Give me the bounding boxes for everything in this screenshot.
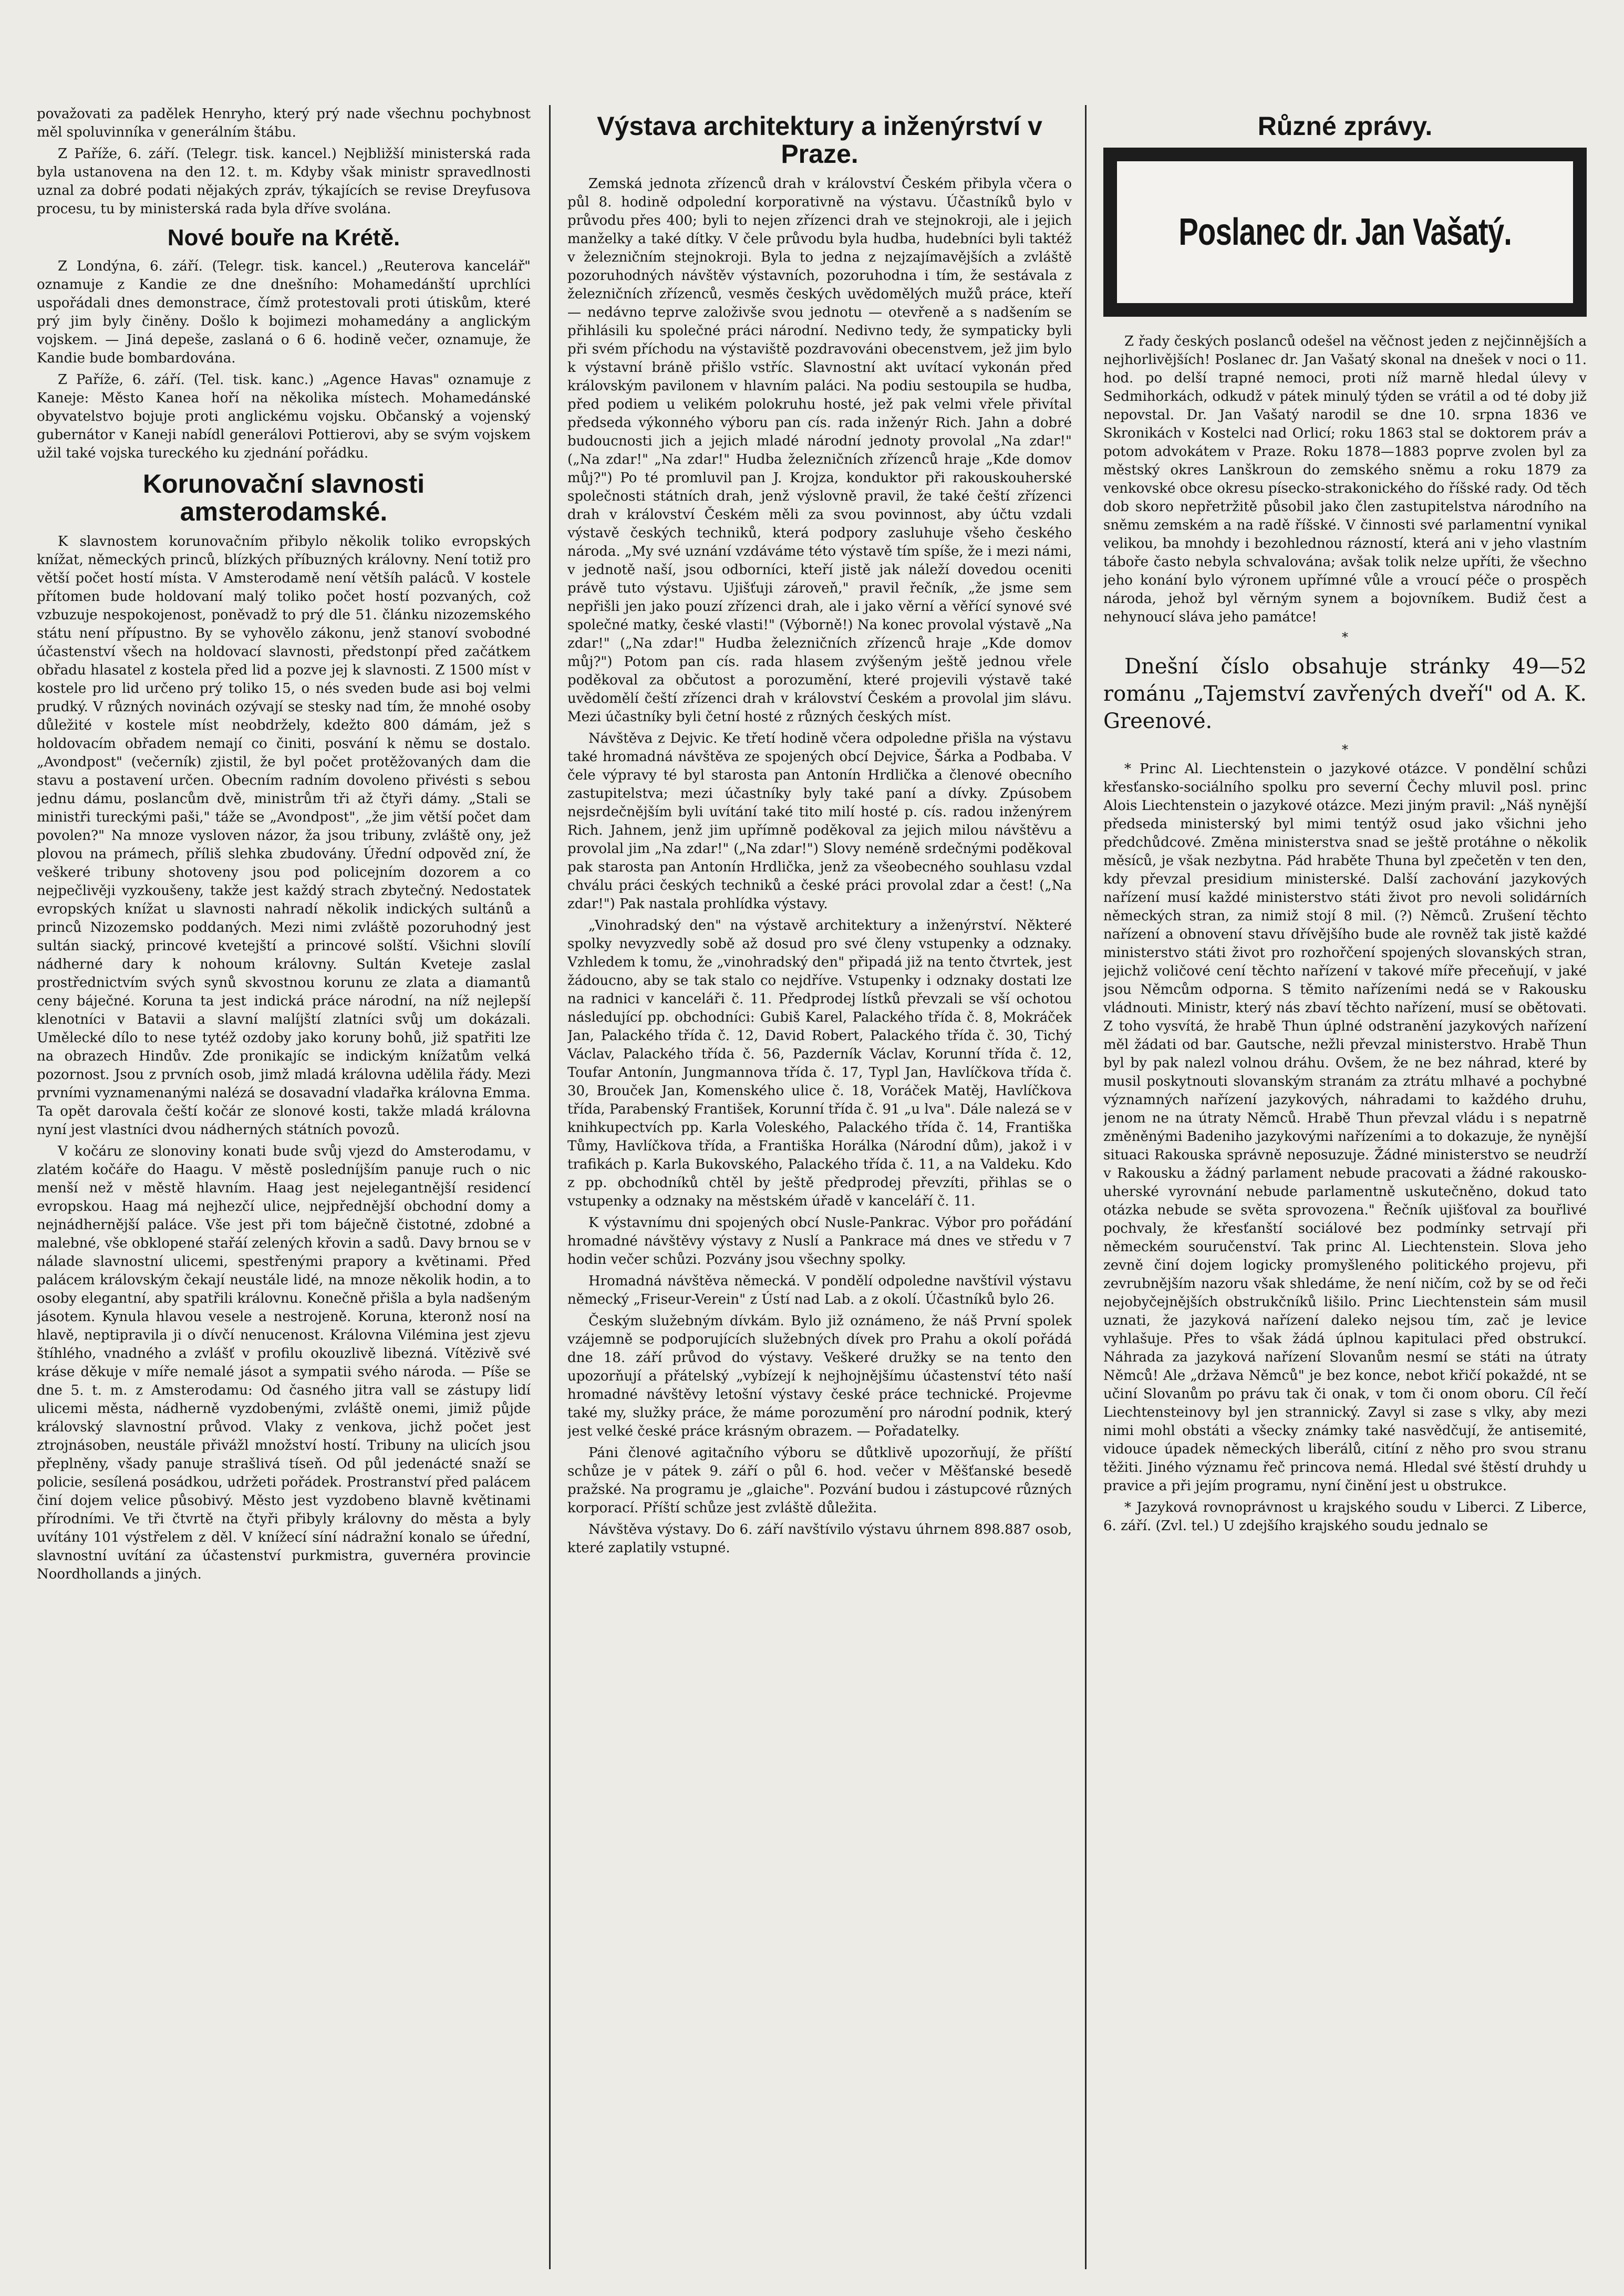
- serial-notice: Dnešní číslo obsahuje stránky 49—52 románu „Tajemství zavřených dveří" od A. K. Greenové.: [1103, 654, 1587, 733]
- column-middle: [567, 105, 1072, 2269]
- obituary-name: Poslanec dr. Jan Vašatý.: [1178, 211, 1512, 253]
- separator-star: *: [1342, 742, 1348, 757]
- article-text: * Princ Al. Liechtenstein o jazykové otázce. V pondělní schůzi křesťansko-sociálního spolku pro severní Čechy mluvil posl. princ Alois Liechtenstein o jazykové otázce. Mezi jiným pravil: „Náš nynější předseda ministerský byl mimi tentýž osud jako všichni jeho předchůdcové. Změna ministerstva snad se ještě protáhne o několik měsíců, je však nezbytna. Pád hraběte Thuna byl zpečetěn v ten den, kdy převzal presidium ministerské. Další zachování jazykových nařízení musí každé ministerstvo státi život pro nevoli solidárních německých stran, za nimiž stojí 8 mil. (?) Němců. Zrušení těchto nařízení a obnovení stavu dřívějšího bude ale rovněž tak jistě každé ministerstvo státi život pro rozhořčení spojených slovanských stran, jejichž voličové cení těchto nařízení v takové míře přeceňují, v jaké jsou Němcům odporna. S těmito nařízeními nedá se v Rakousku vládnouti. Ministr, který nás zbaví těchto nařízení, musí se obětovati. Z toho vysvítá, že hrabě Thun úplné odstranění jazykových nařízení měl žádati od bar. Gautsche, nežli převzal ministerstvo. Hrabě Thun byl by pak nalezl volnou dráhu. Ovšem, že ne bez náhrad, které by musil poskytnouti slovanským stranám za ztrátu mlhavé a pochybné významných nařízení jazykových, náhradami to každého druhu, jenom ne na útraty Němců. Hrabě Thun převzal vládu i s nepatrně změněnými Badeniho jazykovými nařízeními a to dokazuje, že nynější situaci Rakouska správně neposuzuje. Žádné ministerstvo se neudrží v Rakousku a žádný parlament nebude pracovati a žádné rakousko-uherské vyrovnání nebude parlamentně uskutečněno, dokud tato otázka nebude se světa sprovozena." Řečník ujišťoval za bouřlivé pochvaly, že křesťanští sociálové bez podmínky setrvají při německém souručenství. Tak princ Al. Liechtenstein. Slova jeho zevně činí dojem logicky promyšleného politického projevu, při zevrubnějším nazoru však shledáme, že není ničím, což by se od řeči nejobyčejnějších obstrukčníků lišilo. Princ Liechtenstein sám musil uznati, že jazyková nařízení daleko nejsou tím, zač je levice vyhlašuje. Přes to však žádá úplnou kapitulaci před obstrukcí. Náhrada za jazyková nařízení Slovanům nesmí se státi na útraty Němců! Ale „država Němců" je bez konce, nebot křičí pokaždé, nt se učiní Slovanům po právu tak či onak, v tom či onom oboru. Cíl řečí Liechtensteinovy byl jen strannický. Zavyl si zase s vlky, aby mezi nimi mohl obstáti a všecky známky také nasvědčují, že antisemité, vidouce úpadek německých liberálů, citíní z něho pro svou stranu těžiti. Jiného významu řeč princova nemá. Hledal své štěstí druhdy u pravice a při jejím programu, nyní činění jest u obstrukce.: [1103, 761, 1587, 1494]
- article-text: V kočáru ze slonoviny konati bude svůj vjezd do Amsterodamu, v zlatém kočáře do Haagu. V městě posledníjším panuje ruch o nic menší než v městě hlavním. Haag jest nejelegantnější residencí evropskou. Haag má nejhezčí ulice, nejpřednější obchodní domy a nejnádhernější paláce. Vše jest při tom báječně čistotné, zdobné a malebné, vše obklopené stařáí zelených křovin a sadů. Davy brnou se v nálade slavnostní ulicemi, spestřenými prapory a květinami. Před palácem královským čekají neustále lidé, na mnoze několik hodin, a to osoby elegantní, aby spatřili královnu. Konečně přišla a byla nadšeným jásotem. Kynula hlavou vesele a nestrojeně. Koruna, kteronž nosí na hlavě, neptipravila ji o dívčí nenucenost. Královna Vilémina jest zjevu štíhlého, vnadného a zvlášť v profilu okouzlivě libezná. Vítězivě své kráse děkuje v míře nemalé jásot a sympatii svého národa. — Píše se dne 5. t. m. z Amsterodamu: Od časného jitra vall se zástupy lidí ulicemi města, nádherně vyzdobenými, zvláště onemi, jimiž půjde královský slavnostní průvod. Vlaky z venkova, jichž počet jest ztrojnásoben, neustále přivážl množství hostí. Tribuny na ulicích jsou přeplněny, všady panuje strašlivá tíseň. Od půl jedenácté snaží se policie, sesílená posádkou, udržeti pořádek. Prostranství před palácem činí dojem velice působivý. Město jest vyzdobeno blavně květinami přírodními. Ve tři čtvrtě na čtyři přibyly královny do města a byly uvítány 101 výstřelem z děl. V knížecí síní nádražní konalo se úřední, slavnostní uvítání za účastenství purkmistra, guvernéra provincie Noordhollands a jiných.: [37, 1144, 531, 1583]
- headline-exhibition: Výstava architektury a inženýrství v Praze.: [597, 111, 1042, 169]
- article-text: Z Paříže, 6. září. (Telegr. tisk. kancel.) Nejbližší ministerská rada byla ustanovena na den 12. t. m. Kdyby však ministr spravedlnosti uznal za dobré podati nějakých zpráv, týkajících se revise Dreyfusova procesu, tu by ministerská rada byla dříve svolána.: [37, 146, 531, 217]
- obituary-notice: [1103, 148, 1587, 317]
- headline-news: Různé zprávy.: [1257, 111, 1433, 141]
- article-text: Páni členové agitačního výboru se důtklivě upozorňují, že příští schůze je v pátek 9. září o půl 6. hod. večer v Měšťanské besedě pražské. Na programu je „glaiche". Pozvání budou i zástupcové různých korporací. Příští schůze jest zvláště důležita.: [567, 1445, 1072, 1516]
- separator-star: *: [1342, 629, 1348, 645]
- headline-crete: Nové bouře na Krétě.: [167, 225, 400, 251]
- article-text: Hromadná návštěva německá. V pondělí odpoledne navštívil výstavu německý „Friseur-Verein" z Ústí nad Lab. a z okolí. Účastníků bylo 26.: [567, 1273, 1072, 1307]
- headline-coronation: Korunovační slavnosti amsterodamské.: [142, 469, 425, 526]
- column-rule: [1085, 105, 1087, 2269]
- article-text: K výstavnímu dni spojených obcí Nusle-Pankrac. Výbor pro pořádání hromadné návštěvy výstavy z Nuslí a Pankrace má dnes ve středu v 7 hodin večer schůzi. Pozvány jsou všechny spolky.: [567, 1215, 1072, 1268]
- article-text: K slavnostem korunovačním přibylo několik toliko evropských knížat, německých princů, blízkých příbuzných královny. Není totiž pro větší počet hostí místa. V Amsterodamě není většíh paláců. V kostele přítomen bude holdovaní malý toliko počet hostí pozvaných, což vzbuzuje nespokojenost, poněvadž to prý dle 51. článku nizozemského státu není přípustno. By se vyhovělo zákonu, jenž stanoví svobodné účastenství všech na holdovací slavnosti, předstonpí před začátkem obřadu hlasatel z kostela před lid a pozve jej k slavnosti. Z 1500 míst v kostele pro lid určeno prý toliko 15, o nés sveden bude asi boj velmi prudký. V různých novinách ozývají se stesky nad tím, že mnohé osoby důležité v kostele míst neobdržely, kdežto 800 dámám, jež s holdovacím obřadem nemají co činiti, posvání k němu se dostalo. „Avondpost" (večerník) zjistil, že byl počet protěžovaných dam die stavu a postavení určen. Obecním radním dovoleno přivésti s sebou jednu dámu, poslancům dvě, ministrům tři až čtyři dámy. „Stali se ministři tureckými paši," táže se „Avondpost", „že jim větší počet dam povolen?" Na mnoze vysloven názor, ža jsou tribuny, zvláště ony, jež plovou na prámech, příliš slehka zbudovány. Úřední odpověd zní, že veškeré tribuny shotoveny jsou pod policejním dozorem a co nejpečlivěji vyzkoušeny, takže jest každý strach zbytečný. Nedostatek evropských knížat u slavnosti nahradí několik indických sultánů a princů Nizozemsko poddaných. Mezi nimi zvláště pozoruhodný jest sultán siacký, princové kvetejští a princové solští. Všichni slovílí nádherné dary k nohoum královny. Sultán Kveteje zaslal prostřednictvím svých synů skvostnou korunu ze zlata a diamantů ceny báječné. Koruna ta jest indická práce národní, na níž nejlepší klenotníci v Batavii a slavní malíjští zlatníci svůj um dokázali. Umělecké dílo to nese tytéž ozdoby jako koruny bohů, již spatřiti lze na obrazech Hindův. Zde pronikajíc se indickým knížatům velká pozornost. Jsou z prvních osob, jimž mladá královna udělila řády. Mezi prvními vyznamenanými nalézá se dosavadní vladařka královna Emma. Ta opět darovala čeští kočár ze slonové kosti, takže mladá královna nyní jest vlastníci dvou nádherných státních povozů.: [37, 534, 531, 1138]
- article-text: považovati za padělek Henryho, který prý nade všechnu pochybnost měl spoluvinníka v generálním štábu.: [37, 106, 531, 140]
- column-left: [37, 105, 531, 2269]
- article-text: Z řady českých poslanců odešel na věčnost jeden z nejčinnějších a nejhorlivějších! Poslanec dr. Jan Vašatý skonal na dnešek v noci o 11. hod. po delší trapné nemoci, proti níž marně hledal úlevy v Sedmihorkách, odkudž v pátek minulý týden se vrátil a od té doby již nepovstal. Dr. Jan Vašatý narodil se dne 10. srpna 1836 ve Skronikách v Kostelci nad Orlicí; roku 1863 stal se doktorem práv a potom advokátem v Praze. Roku 1878—1883 poprve zvolen byl za městský okres Lanškroun do zemského sněmu a roku 1879 za venkovské obce okresu písecko-strakonického do říšské rady. Od těch dob skoro nepřetržitě působil jako člen zastupitelstva národního na sněmu zemském a na radě říšské. V činnosti své parlamentní vynikal velikou, ba mnohdy i bezohlednou rázností, která ani v jeho vlastním táboře často nebyla schvalována; avšak tolik nelze upříti, že všechno jeho konání bylo výronem upřímné vůle a vroucí péče o prospěch národa, jehož byl věrným synem a bojovníkem. Budiž čest a nehynoucí sláva jeho památce!: [1103, 333, 1587, 625]
- article-text: „Vinohradský den" na výstavě architektury a inženýrství. Některé spolky nevyzvedly sobě až dosud pro své členy vstupenky a odznaky. Vzhledem k tomu, že „vinohradský den" připadá již na tento čtvrtek, jest žádoucno, aby se tak stalo co nejdříve. Vstupenky i odznaky dostati lze na radnici v kanceláři č. 11. Předprodej lístků převzali se vší ochotou následující pp. obchodníci: Gubiš Karel, Palackého třída č. 8, Mokráček Jan, Palackého třída č. 12, David Robert, Palackého třída č. 30, Tichý Václav, Palackého třída č. 56, Pazderník Václav, Korunní třída č. 12, Toufar Antonín, Jungmannova třída č. 17, Typl Jan, Havlíčkova třída č. 30, Brouček Jan, Komenského ulice č. 18, Voráček Matěj, Havlíčkova třída, Parabenský František, Korunní třída č. 91 „u lva". Dále nalezá se v knihkupectvích pp. Karla Voleského, Palackého třída č. 14, Františka Tůmy, Havlíčkova třída, a Františka Horálka (Národní dům), jakož i v trafikách p. Karla Bukovského, Palackého třída č. 11, a na Valdeku. Kdo z pp. obchodníků chtěl by ještě předprodej převzíti, přihlas se o vstupenky a odznaky na městském úřadě v kanceláří č. 11.: [567, 918, 1072, 1209]
- newspaper-page: [37, 105, 1587, 2269]
- article-text: Návštěva z Dejvic. Ke třetí hodině včera odpoledne přišla na výstavu také hromadná návštěva ze spojených obcí Dejvice, Šárka a Podbaba. V čele výpravy té byl starosta pan Antonín Hrdlička a členové obecního zastupitelstva; mezi účastníky byly také paní a dívky. Zpúsobem nejsrdečnějším byli uvítání také tito milí hosté p. cís. radou inženýrem Rich. Jahnem, jenž jim upřímně poděkoval za jejich milou návštěvu a provolal jim „Na zdar!" („Na zdar!") Slovy neméně srdečnými poděkoval pak starosta pan Antonín Hrdlička, jenž za všeobecného souhlasu vzdal chválu práci českých techniků a české práci provolal zdar a čest! („Na zdar!") Pak nastala prohlídka výstavy.: [567, 731, 1072, 912]
- article-text: * Jazyková rovnoprávnost u krajského soudu v Liberci. Z Liberce, 6. září. (Zvl. tel.) U zdejšího krajského soudu jednalo se: [1103, 1499, 1587, 1534]
- article-text: Z Londýna, 6. září. (Telegr. tisk. kancel.) „Reuterova kancelář" oznamuje z Kandie ze dne dnešního: Mohamedánští uprchlíci uspořádali dnes demonstrace, čímž protestovali proti útiskům, které prý jim byly činěny. Došlo k bojimezi mohamedány a anglickým vojskem. — Jiná depeše, zaslaná o 6 6. hodině večer, oznamuje, že Kandie bude bombardována.: [37, 258, 531, 367]
- article-text: Návštěva výstavy. Do 6. září navštívilo výstavu úhrnem 898.887 osob, které zaplatily vstupné.: [567, 1522, 1072, 1556]
- article-text: Z Paříže, 6. září. (Tel. tisk. kanc.) „Agence Havas" oznamuje z Kaneje: Město Kanea hoří na několika místech. Mohamedánské obyvatelstvo bojuje proti anglickému vojsku. Občanský a vojenský gubernátor v Kaneji nabídl generálovi Pottierovi, aby se svým vojskem užil také vojska tureckého ku zjednání pořádku.: [37, 372, 531, 462]
- article-text: Zemská jednota zřízenců drah v království Českém přibyla včera o půl 8. hodině odpolední korporativně na výstavu. Účastníků bylo v průvodu přes 400; byli to nejen zřízenci drah ve stejnokroji, ale i jejich manželky a také dítky. V čele průvodu byla hudba, hudebníci byli taktéž v železničním stejnokroji. Byla to jedna z nejzajímavějších a zvláště pozoruhodných návštěv výstavních, pozoruhodna i tím, že sestávala z železničních zřízenců, vesměs českých uvědomělých mužů práce, kteří — nedávno teprve založivše svou jednotu — otevřeně a s nadšením se přihlásili ku společné práci národní. Nedivno tedy, že sympaticky byli při svém příchodu na výstaviště pozdravováni obecenstvem, jež jim bylo k výstavní bráně přišlo vstříc. Slavnostní akt uvítací vykonán před královským pavilonem v hlavním paláci. Na podiu sestoupila se hudba, před podiem u velikém polokruhu hosté, jež pak velmi vřele přivítal předseda výkonného výboru pan cís. rada inženýr Rich. Jahn a dobré budoucnosti jich a jejich mladé národní jednoty provolal „Na zdar!" („Na zdar!" „Na zdar!" Hudba železničních zřízenců hraje „Kde domov můj?") Po té promluvil pan J. Krojza, konduktor při rakouskouherské společnosti státních drah, jenž výslovně pravil, že také čeští zřízenci drah v království Českém měli za svou povinnost, aby účtu vzdali výstavě českých techniků, která podpory zasluhuje všeho českého národa. „My své uznání vzdáváme této výstavě tím spíše, že i mezi námi, v jednotě naší, jsou odborníci, kteří jistě jak náleží dovedou oceniti právě tuto výstavu. Ujišťuji zároveň," pravil řečník, „že jsme sem nepřišli jen jako pouzí zřízenci drah, ale i jako věrní a věřící synové své společné matky, české vlasti!" (Výborně!) Na konec provolal výstavě „Na zdar!" („Na zdar!" Hudba železničních zřízenců hraje „Kde domov můj?") Potom pan cís. rada hlasem zvýšeným ještě jednou vřele poděkoval za občutost a porozumění, které projevili výstavě také uvědomělí čeští zřízenci drah v království Českém a provolal jim slávu. Mezi účastníky byli četní hosté z různých českých míst.: [567, 176, 1072, 725]
- article-text: Českým služebným dívkám. Bylo již oznámeno, že náš První spolek vzájemně se podporujících služebných dívek pro Prahu a okolí pořádá dne 18. září průvod do výstavy. Veškeré družky se na tento den upozorňují a přátelský „vybízejí k nejhojnějšímu účastenství této naší hromadné návštěvy letošní výstavy české práce technické. Projevme také my, služky práce, že máme porozumění pro národní podnik, který jest velké české práce krásným obrazem. — Pořadatelky.: [567, 1313, 1072, 1439]
- column-rule: [549, 105, 551, 2269]
- column-right: [1103, 105, 1587, 2269]
